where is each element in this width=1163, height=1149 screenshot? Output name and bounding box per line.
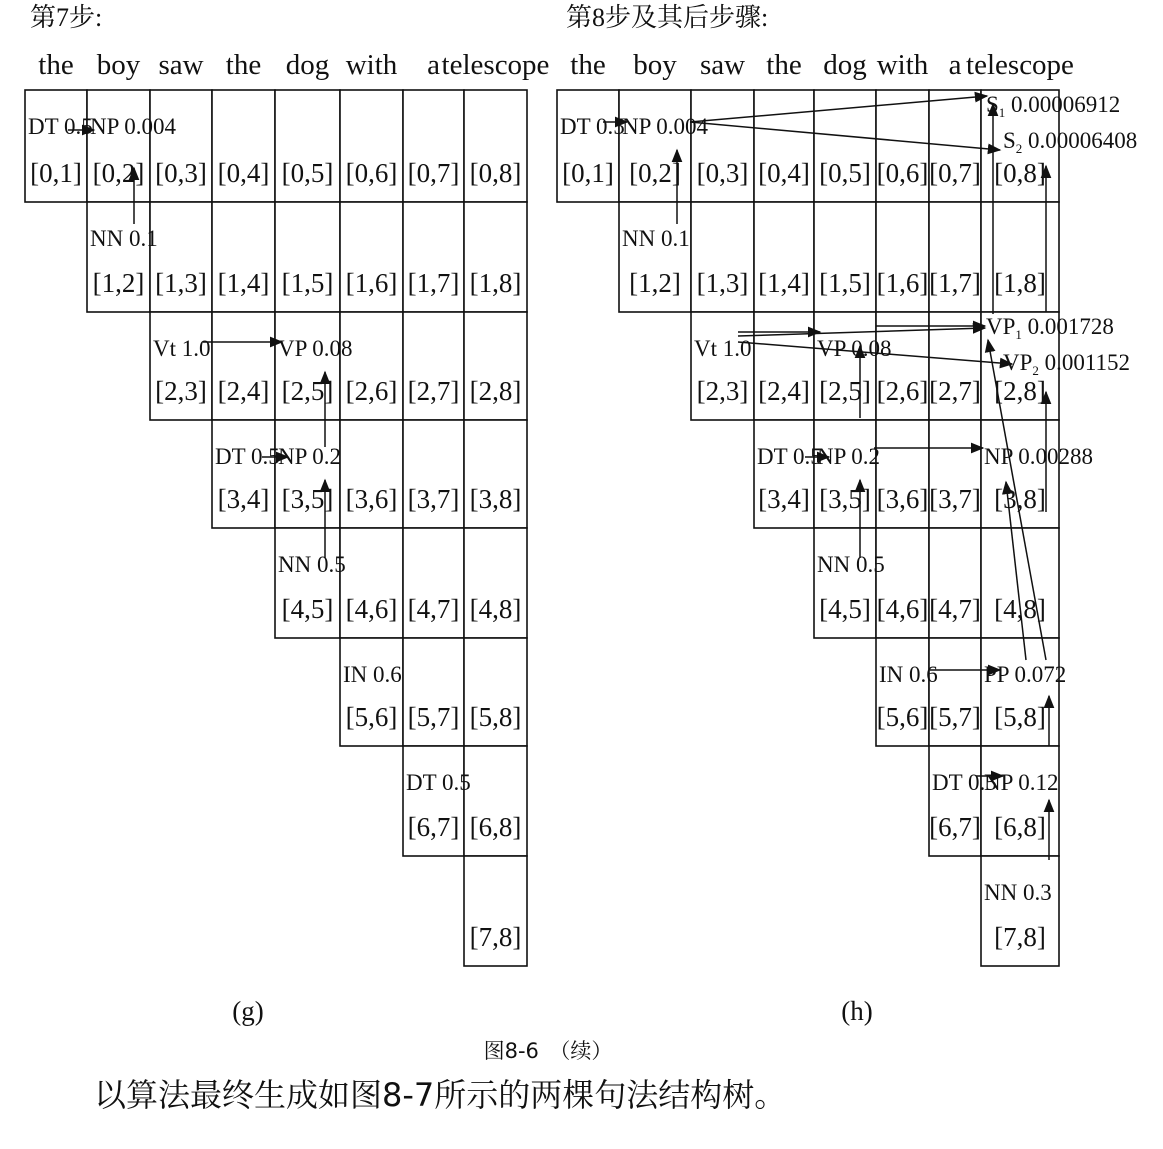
cell-index-1-5: [1,5] xyxy=(281,268,334,298)
cell-index-6-7: [6,7] xyxy=(929,812,981,842)
split-label-base: S xyxy=(1003,128,1016,153)
cell-index-3-8: [3,8] xyxy=(994,484,1046,514)
cell-index-1-3: [1,3] xyxy=(696,268,749,298)
cell-index-1-2: [1,2] xyxy=(629,268,681,298)
word-2: saw xyxy=(699,49,746,81)
cell-index-6-7: [6,7] xyxy=(407,812,460,842)
cell-index-3-7: [3,7] xyxy=(929,484,981,514)
word-1: boy xyxy=(96,49,141,81)
word-3: the xyxy=(225,49,262,81)
cell-index-0-5: [0,5] xyxy=(281,158,334,188)
cell-index-2-5: [2,5] xyxy=(281,376,334,406)
word-2: saw xyxy=(158,49,204,81)
constituent-label-1-2: NN 0.1 xyxy=(622,226,690,251)
split-label-vp1 xyxy=(986,314,1114,342)
constituent-label-2-3: Vt 1.0 xyxy=(694,336,752,361)
split-label-s1 xyxy=(986,92,1120,120)
figure-caption: 图8-6 （续） xyxy=(483,1039,613,1063)
panel-sublabel: (g) xyxy=(232,996,264,1026)
cell-index-4-6: [4,6] xyxy=(876,594,929,624)
cell-index-5-6: [5,6] xyxy=(876,702,929,732)
word-5: with xyxy=(345,49,398,81)
cell-index-2-6: [2,6] xyxy=(876,376,929,406)
cell-index-0-6: [0,6] xyxy=(876,158,929,188)
cell-index-3-5: [3,5] xyxy=(281,484,334,514)
constituent-label-0-1: DT 0.5 xyxy=(28,114,93,139)
cell-index-4-6: [4,6] xyxy=(345,594,398,624)
cell-index-0-8: [0,8] xyxy=(469,158,522,188)
word-1: boy xyxy=(633,49,677,81)
cell-index-3-4: [3,4] xyxy=(217,484,270,514)
cell-index-0-7: [0,7] xyxy=(929,158,981,188)
cell-index-2-7: [2,7] xyxy=(929,376,981,406)
word-5: with xyxy=(876,49,929,81)
cell-index-3-7: [3,7] xyxy=(407,484,460,514)
cell-index-1-2: [1,2] xyxy=(92,268,145,298)
cell-index-6-8: [6,8] xyxy=(469,812,522,842)
cell-index-1-3: [1,3] xyxy=(155,268,207,298)
cell-index-2-3: [2,3] xyxy=(696,376,749,406)
step-title: 第7步: xyxy=(30,3,103,32)
cell-index-6-8: [6,8] xyxy=(994,812,1046,842)
constituent-label-1-2: NN 0.1 xyxy=(90,226,158,251)
constituent-label-3-8: NP 0.00288 xyxy=(984,444,1094,469)
constituent-label-4-5: NN 0.5 xyxy=(817,552,885,577)
cell-index-3-8: [3,8] xyxy=(469,484,522,514)
split-label-sub: 2 xyxy=(1015,141,1023,156)
split-label-sub: 1 xyxy=(1015,327,1022,342)
cell-index-7-8: [7,8] xyxy=(994,922,1046,952)
constituent-label-2-5: VP 0.08 xyxy=(817,336,892,361)
split-label-value: 0.00006912 xyxy=(1005,92,1121,117)
cell-index-1-6: [1,6] xyxy=(876,268,929,298)
word-6: a xyxy=(948,49,962,81)
cell-index-5-7: [5,7] xyxy=(929,702,981,732)
panel-sublabel: (h) xyxy=(841,996,873,1026)
cell-index-4-7: [4,7] xyxy=(407,594,460,624)
word-7: telescope xyxy=(441,49,550,81)
cell-index-3-4: [3,4] xyxy=(758,484,810,514)
cell-index-2-5: [2,5] xyxy=(819,376,871,406)
constituent-label-4-5: NN 0.5 xyxy=(278,552,346,577)
constituent-label-3-5: NP 0.2 xyxy=(278,444,342,469)
cell-index-0-7: [0,7] xyxy=(407,158,460,188)
cell-index-3-6: [3,6] xyxy=(876,484,929,514)
cell-index-1-7: [1,7] xyxy=(929,268,981,298)
cell-index-1-7: [1,7] xyxy=(407,268,460,298)
cell-index-4-5: [4,5] xyxy=(819,594,871,624)
cell-index-4-8: [4,8] xyxy=(994,594,1046,624)
cell-index-2-4: [2,4] xyxy=(758,376,810,406)
cell-index-1-4: [1,4] xyxy=(758,268,810,298)
cell-index-0-4: [0,4] xyxy=(217,158,270,188)
panel-g-step7 xyxy=(25,3,549,1026)
cell-index-1-8: [1,8] xyxy=(469,268,522,298)
cell-index-5-8: [5,8] xyxy=(469,702,522,732)
constituent-label-2-5: VP 0.08 xyxy=(278,336,353,361)
split-label-base: VP xyxy=(986,314,1016,339)
panel-h-step8 xyxy=(557,3,1137,1026)
cell-index-0-2: [0,2] xyxy=(92,158,145,188)
cell-index-1-6: [1,6] xyxy=(345,268,398,298)
split-label-base: S xyxy=(986,92,999,117)
cell-index-0-6: [0,6] xyxy=(345,158,398,188)
cell-index-2-8: [2,8] xyxy=(469,376,522,406)
word-7: telescope xyxy=(966,49,1074,81)
word-3: the xyxy=(766,49,802,81)
constituent-label-6-8: NP 0.12 xyxy=(984,770,1059,795)
constituent-label-0-1: DT 0.5 xyxy=(560,114,625,139)
constituent-label-0-2: NP 0.004 xyxy=(622,114,709,139)
cell-index-0-3: [0,3] xyxy=(155,158,207,188)
constituent-label-3-4: DT 0.5 xyxy=(215,444,280,469)
constituent-label-3-5: NP 0.2 xyxy=(817,444,881,469)
word-0: the xyxy=(570,49,606,81)
cell-index-0-5: [0,5] xyxy=(819,158,871,188)
cell-index-2-4: [2,4] xyxy=(217,376,270,406)
cell-index-4-7: [4,7] xyxy=(929,594,981,624)
word-6: a xyxy=(427,49,440,81)
cell-index-4-5: [4,5] xyxy=(281,594,334,624)
cell-index-5-6: [5,6] xyxy=(345,702,398,732)
cell-index-1-8: [1,8] xyxy=(994,268,1046,298)
cell-index-0-8: [0,8] xyxy=(994,158,1046,188)
cell-index-0-3: [0,3] xyxy=(696,158,749,188)
cell-index-0-4: [0,4] xyxy=(758,158,810,188)
cell-index-4-8: [4,8] xyxy=(469,594,522,624)
constituent-label-5-6: IN 0.6 xyxy=(343,662,402,687)
constituent-label-6-7: DT 0.5 xyxy=(932,770,997,795)
cell-index-7-8: [7,8] xyxy=(469,922,522,952)
split-label-vp2 xyxy=(1003,350,1130,378)
cell-index-0-1: [0,1] xyxy=(30,158,82,188)
step-title: 第8步及其后步骤: xyxy=(566,3,769,32)
constituent-label-2-3: Vt 1.0 xyxy=(153,336,211,361)
constituent-label-5-8: PP 0.072 xyxy=(984,662,1067,687)
word-4: dog xyxy=(285,49,330,81)
cell-index-2-7: [2,7] xyxy=(407,376,460,406)
cell-index-2-6: [2,6] xyxy=(345,376,398,406)
word-4: dog xyxy=(823,49,867,81)
cell-index-2-3: [2,3] xyxy=(155,376,207,406)
split-label-sub: 1 xyxy=(998,105,1006,120)
cell-index-0-1: [0,1] xyxy=(562,158,614,188)
cell-index-0-2: [0,2] xyxy=(629,158,681,188)
cell-index-5-7: [5,7] xyxy=(407,702,460,732)
constituent-label-5-6: IN 0.6 xyxy=(879,662,938,687)
split-label-value: 0.00006408 xyxy=(1022,128,1138,153)
cell-index-1-4: [1,4] xyxy=(217,268,270,298)
constituent-label-7-8: NN 0.3 xyxy=(984,880,1052,905)
cell-index-5-8: [5,8] xyxy=(994,702,1046,732)
constituent-label-6-7: DT 0.5 xyxy=(406,770,471,795)
cell-index-2-8: [2,8] xyxy=(994,376,1046,406)
split-label-value: 0.001728 xyxy=(1021,314,1114,339)
constituent-label-3-4: DT 0.5 xyxy=(757,444,822,469)
cell-index-3-6: [3,6] xyxy=(345,484,398,514)
split-label-value: 0.001152 xyxy=(1038,350,1131,375)
split-label-sub: 2 xyxy=(1032,363,1039,378)
split-label-s2 xyxy=(1003,128,1137,156)
cell-index-1-5: [1,5] xyxy=(819,268,871,298)
body-text: 以算法最终生成如图8-7所示的两棵句法结构树。 xyxy=(94,1076,787,1114)
split-label-base: VP xyxy=(1003,350,1033,375)
cell-index-3-5: [3,5] xyxy=(819,484,871,514)
word-0: the xyxy=(38,49,74,81)
constituent-label-0-2: NP 0.004 xyxy=(90,114,177,139)
